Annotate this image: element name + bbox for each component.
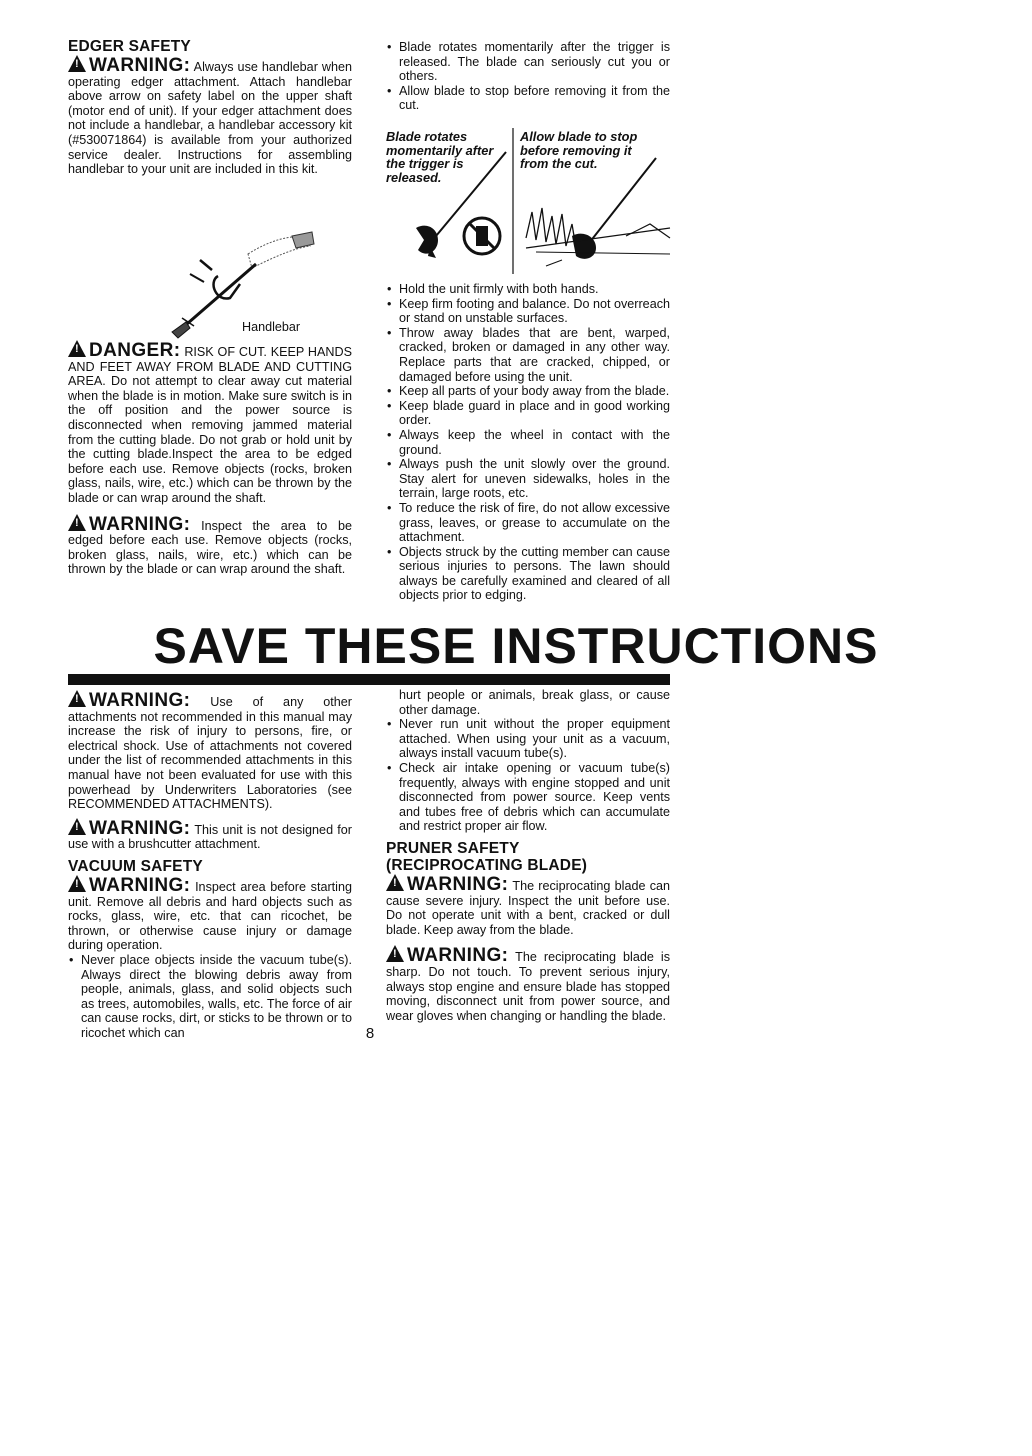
warning-triangle-icon (68, 55, 86, 72)
list-item: • Check air intake opening or vacuum tube(s) frequently, always with engine stopped and unit disconnected from power source. Keep vents and tubes free of debris which can accumulate and restrict proper air flow. (386, 761, 670, 834)
continued-text: hurt people or animals, break glass, or cause other damage. (399, 688, 670, 717)
list-item: • Never run unit without the proper equipment attached. When using your unit as a vacuum, always install vacuum tube(s). (386, 717, 670, 761)
warning-text: Use of any other attachments not recommended in this manual may increase the risk of injury to persons, fire, or electrical shock. Use of attachments not covered under the list of recommended attachments in this manual have not been evaluated for use with this powerhead by Underwriters Laboratories (see RECOMMENDED ATTACHMENTS). (68, 695, 353, 812)
warning-text: Inspect the area to be edged before each use. Remove objects (rocks, broken glass, nails, wire, etc.) which can be thrown by the blade or can wrap around the shaft. (68, 518, 352, 577)
danger-block (68, 340, 352, 506)
list-item: • Throw away blades that are bent, warped, cracked, broken or damaged in any other way. Replace parts that are cracked, chipped, or damaged before using the unit. (386, 326, 670, 384)
blade-caption-right: Allow blade to stop before removing it from the cut. (520, 129, 638, 171)
vacuum-warning (68, 875, 352, 953)
edger-warning-1 (68, 55, 352, 177)
warning-label: WARNING: (89, 690, 191, 711)
warning-text: Always use handlebar when operating edger attachment. Attach handlebar above arrow on safety label on the upper shaft (motor end of unit). If your edger attachment does not include a handlebar, a handlebar accessory kit (#530071864) is available from your authorized service dealer. Instructions for assembling handlebar to your unit are included in this kit. (68, 60, 352, 177)
danger-triangle-icon (68, 340, 86, 357)
left-mid-column (68, 340, 352, 577)
blade-caption-left: Blade rotates momentarily after the trigger is released. (386, 129, 494, 185)
attachment-warning (68, 690, 352, 812)
warning-triangle-icon (386, 945, 404, 962)
right-mid-column (386, 282, 670, 603)
warning-label: WARNING: (89, 817, 191, 839)
list-item: • Always push the unit slowly over the ground. Stay alert for uneven sidewalks, holes in the terrain, large roots, etc. (386, 457, 670, 501)
danger-label: DANGER: (89, 340, 181, 361)
blade-illustration (386, 128, 672, 276)
danger-text: RISK OF CUT. KEEP HANDS AND FEET AWAY FROM BLADE AND CUTTING AREA. Do not attempt to clear away cut material when the blade is in motion. Make sure switch is in the off position and the power source is disconnected when removing jammed material from the cutting blade. Do not grab or hold unit by the cutting blade.Inspect the area to be edged before each use. Remove objects (rocks, broken glass, nails, wire, etc.) which can be thrown by the blade or can wrap around the shaft. (68, 345, 352, 505)
list-item: • Keep firm footing and balance. Do not overreach or stand on unstable surfaces. (386, 297, 670, 326)
pruner-safety-heading: PRUNER SAFETY (RECIPROCATING BLADE) (386, 839, 588, 874)
list-item: • Allow blade to stop before removing it from the cut. (386, 84, 670, 113)
warning-triangle-icon (386, 874, 404, 891)
warning-text: The reciprocating blade can cause severe injury. Inspect the unit before use. Do not operate unit with a bent, cracked or dull blade. Keep away from the blade. (386, 878, 670, 937)
page-number: 8 (365, 1025, 375, 1042)
warning-text: The reciprocating blade is sharp. Do not touch. To prevent serious injury, always stop engine and ensure blade has stopped moving, disconnect unit from power source, and wear gloves when changing or handling the blade. (386, 950, 670, 1023)
warning-triangle-icon (68, 875, 86, 892)
list-item: • Keep all parts of your body away from the blade. (386, 384, 670, 399)
list-item: • Hold the unit firmly with both hands. (386, 282, 670, 297)
brushcutter-warning (68, 818, 352, 852)
warning-label: WARNING: (407, 945, 509, 967)
handlebar-caption: Handlebar (242, 320, 301, 334)
right-bottom-column (386, 688, 670, 1023)
warning-label: WARNING: (407, 873, 509, 895)
pruner-warning-2 (386, 945, 670, 1023)
warning-text: Inspect area before starting unit. Remove all debris and hard objects such as rocks, glass, wire, etc. that can ricochet, be thrown, or otherwise cause injury or damage during operation. (68, 879, 352, 953)
warning-label: WARNING: (89, 874, 191, 896)
warning-triangle-icon (68, 690, 86, 707)
edger-warning-2 (68, 514, 352, 577)
pruner-warning-1 (386, 874, 670, 937)
divider-bar (68, 674, 670, 685)
edging-bullets (386, 282, 670, 603)
list-item: • Blade rotates momentarily after the trigger is released. The blade can seriously cut you or others. (386, 40, 670, 84)
list-item: • Always keep the wheel in contact with the ground. (386, 428, 670, 457)
left-bottom-column (68, 690, 352, 1040)
warning-triangle-icon (68, 514, 86, 531)
warning-triangle-icon (68, 818, 86, 835)
blade-bullets (386, 40, 670, 113)
list-item: • Objects struck by the cutting member can cause serious injuries to persons. The lawn should always be carefully examined and cleared of all objects prior to edging. (386, 545, 670, 603)
warning-label: WARNING: (89, 55, 191, 76)
list-item: • Never place objects inside the vacuum tube(s). Always direct the blowing debris away from people, animals, glass, and solid objects such as trees, automobiles, walls, etc. The force of air can cause rocks, dirt, or sticks to be thrown or to ricochet which can (68, 953, 352, 1041)
warning-text: This unit is not designed for use with a brushcutter attachment. (68, 822, 352, 852)
list-item: • Keep blade guard in place and in good working order. (386, 399, 670, 428)
list-item: • To reduce the risk of fire, do not allow excessive grass, leaves, or grease to accumulate on the attachment. (386, 501, 670, 545)
edger-safety-heading: EDGER SAFETY (68, 38, 191, 55)
right-top-column (386, 40, 670, 113)
save-instructions-banner: SAVE THESE INSTRUCTIONS (153, 618, 879, 674)
vacuum-bullets-cont (386, 717, 670, 834)
left-top-column (68, 38, 352, 177)
warning-label: WARNING: (89, 513, 191, 535)
vacuum-safety-heading: VACUUM SAFETY (68, 857, 203, 875)
